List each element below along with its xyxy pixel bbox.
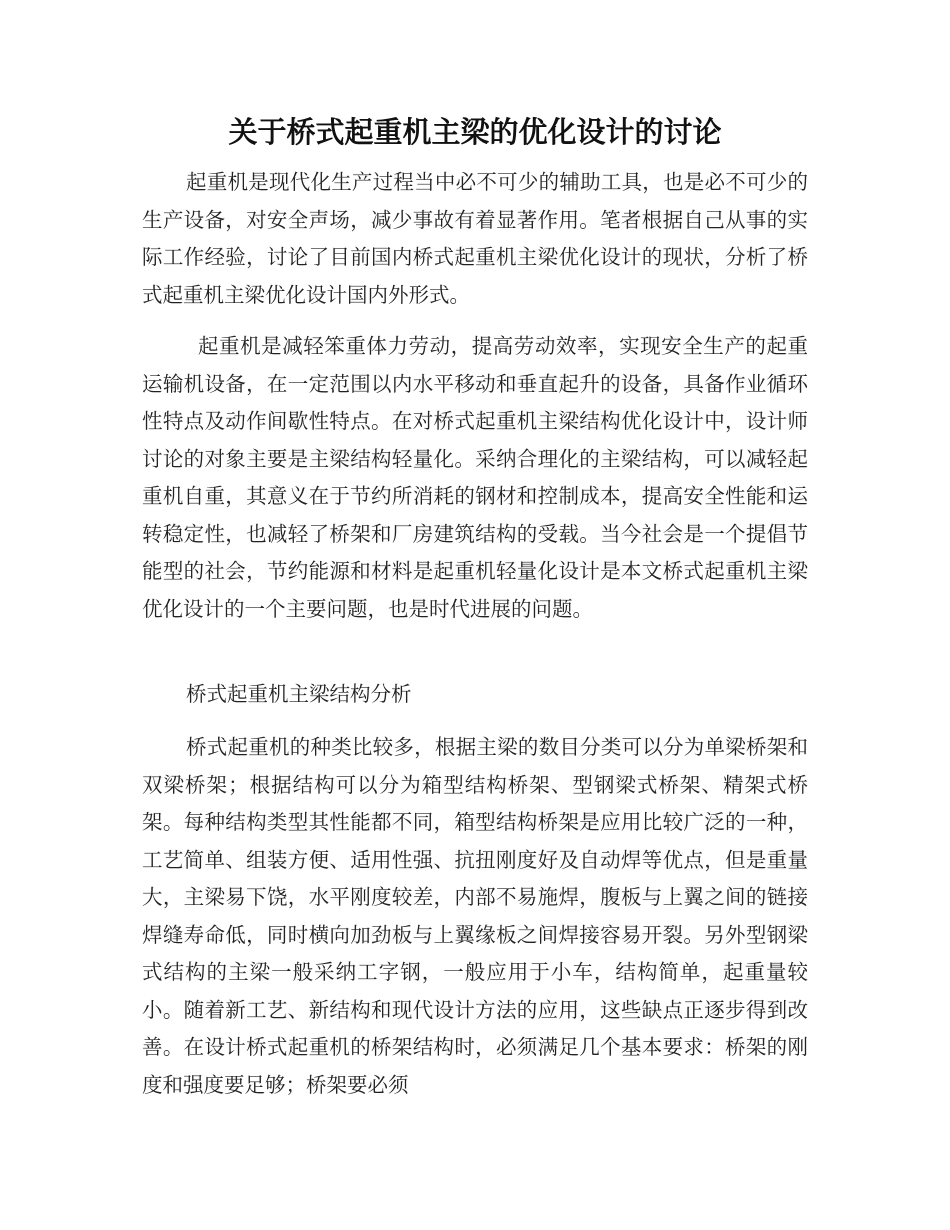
paragraph-background: 起重机是减轻笨重体力劳动，提高劳动效率，实现安全生产的起重运输机设备，在一定范围以内水平移动和垂直起升的设备，具备作业循环性特点及动作间歇性特点。在对桥式起重机主梁结构优化设计中，设计师讨论的对象主要是主梁结构轻量化。采纳合理化的主梁结构，可以减轻起重机自重，其意义在于节约所消耗的钢材和控制成本，提高安全性能和运转稳定性，也减轻了桥架和厂房建筑结构的受载。当今社会是一个提倡节能型的社会，节约能源和材料是起重机轻量化设计是本文桥式起重机主梁优化设计的一个主要问题，也是时代进展的问题。 xyxy=(142,334,808,621)
document-title: 关于桥式起重机主梁的优化设计的讨论 xyxy=(228,115,722,149)
paragraph-structure-analysis: 桥式起重机的种类比较多，根据主梁的数目分类可以分为单梁桥架和双梁桥架；根据结构可以分为箱型结构桥架、型钢梁式桥架、精架式桥架。每种结构类型其性能都不同，箱型结构桥架是应用比较广泛的一种，工艺简单、组装方便、适用性强、抗扭刚度好及自动焊等优点，但是重量大，主梁易下饶，水平刚度较差，内部不易施焊，腹板与上翼之间的链接焊缝寿命低，同时横向加劲板与上翼缘板之间焊接容易开裂。另外型钢梁式结构的主梁一般采纳工字钢，一般应用于小车，结构简单，起重量较小。随着新工艺、新结构和现代设计方法的应用，这些缺点正逐步得到改善。在设计桥式起重机的桥架结构时，必须满足几个基本要求：桥架的刚度和强度要足够；桥架要必须 xyxy=(142,735,808,1097)
paragraph-intro: 起重机是现代化生产过程当中必不可少的辅助工具，也是必不可少的生产设备，对安全声场，减少事故有着显著作用。笔者根据自己从事的实际工作经验，讨论了目前国内桥式起重机主梁优化设计的现状，分析了桥式起重机主梁优化设计国内外形式。 xyxy=(142,170,808,307)
section-heading: 桥式起重机主梁结构分析 xyxy=(186,682,412,706)
